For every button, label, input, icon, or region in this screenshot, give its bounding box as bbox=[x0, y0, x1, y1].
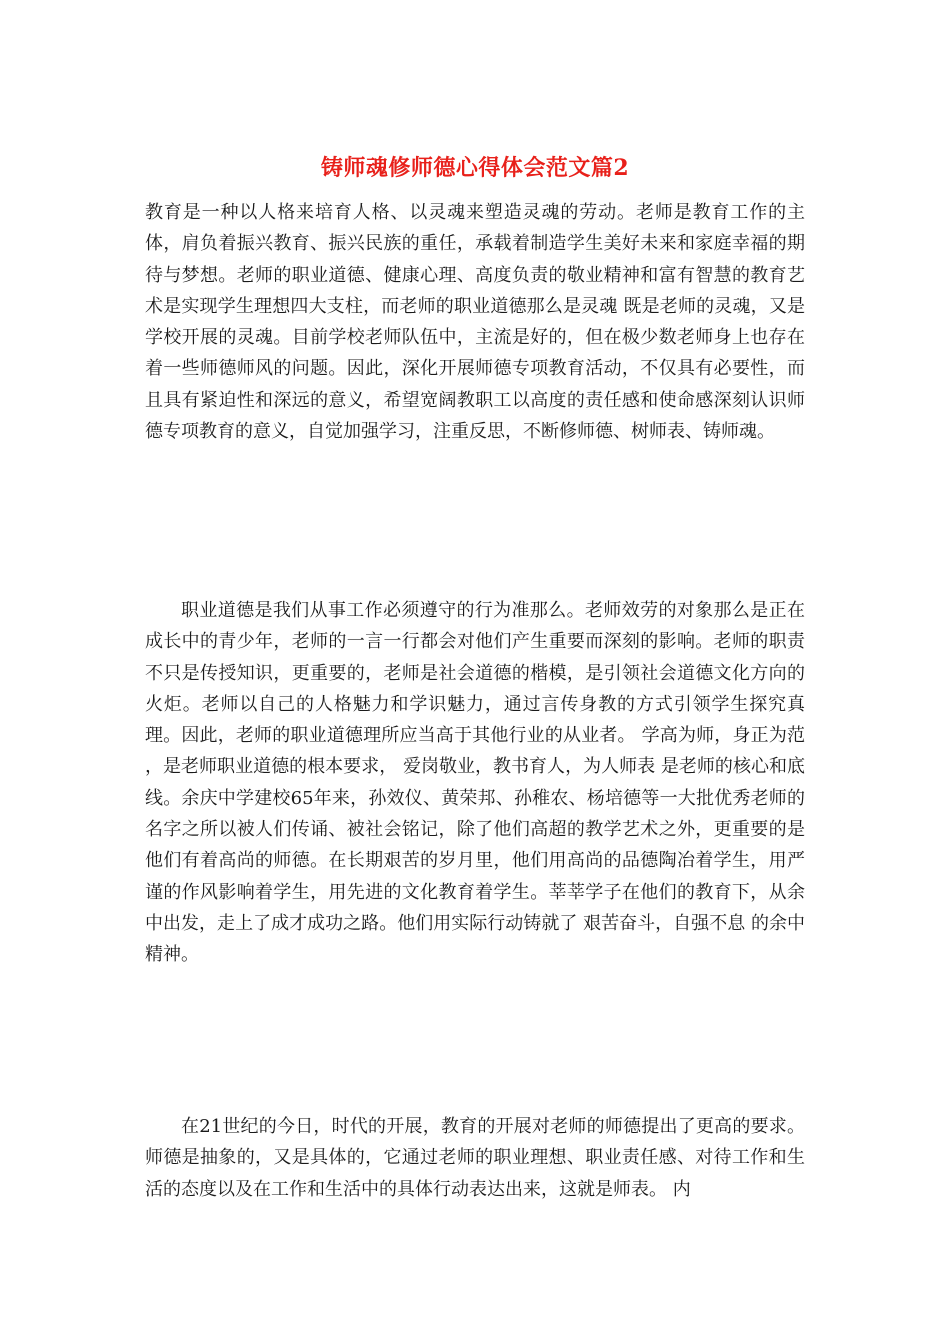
paragraph-2: 职业道德是我们从事工作必须遵守的行为准那么。老师效劳的对象那么是正在成长中的青少年，老师的一言一行都会对他们产生重要而深刻的影响。老师的职责不只是传授知识，更重要的，老师是社会道德的楷模，是引领社会道德文化方向的火炬。老师以自己的人格魅力和学识魅力，通过言传身教的方式引领学生探究真理。因此，老师的职业道德理所应当高于其他行业的从业者。 学高为师，身正为范 ，是老师职业道德的根本要求， 爱岗敬业，教书育人，为人师表 是老师的核心和底线。余庆中学建校65年来，孙效仪、黄荣邦、孙稚农、杨培德等一大批优秀老师的名字之所以被人们传诵、被社会铭记，除了他们高超的教学艺术之外，更重要的是他们有着高尚的师德。在长期艰苦的岁月里，他们用高尚的品德陶冶着学生，用严谨的作风影响着学生，用先进的文化教育着学生。莘莘学子在他们的教育下，从余中出发，走上了成才成功之路。他们用实际行动铸就了 艰苦奋斗，自强不息 的余中精神。 bbox=[145, 600, 805, 966]
paragraph-1: 教育是一种以人格来培育人格、以灵魂来塑造灵魂的劳动。老师是教育工作的主体，肩负着振兴教育、振兴民族的重任，承载着制造学生美好未来和家庭幸福的期待与梦想。老师的职业道德、健康心理、高度负责的敬业精神和富有智慧的教育艺术是实现学生理想四大支柱，而老师的职业道德那么是灵魂 既是老师的灵魂，又是学校开展的灵魂。目前学校老师队伍中，主流是好的，但在极少数老师身上也存在着一些师德师风的问题。因此，深化开展师德专项教育活动，不仅具有必要性，而且具有紧迫性和深远的意义，希望宽阔教职工以高度的责任感和使命感深刻认识师德专项教育的意义，自觉加强学习，注重反思，不断修师德、树师表、铸师魂。 bbox=[145, 202, 805, 443]
paragraph-3: 在21世纪的今日，时代的开展，教育的开展对老师的师德提出了更高的要求。师德是抽象的，又是具体的，它通过老师的职业理想、职业责任感、对待工作和生活的态度以及在工作和生活中的具体行动表达出来，这就是师表。 内 bbox=[145, 1116, 805, 1200]
document-title: 铸师魂修师德心得体会范文篇2 bbox=[320, 155, 630, 181]
